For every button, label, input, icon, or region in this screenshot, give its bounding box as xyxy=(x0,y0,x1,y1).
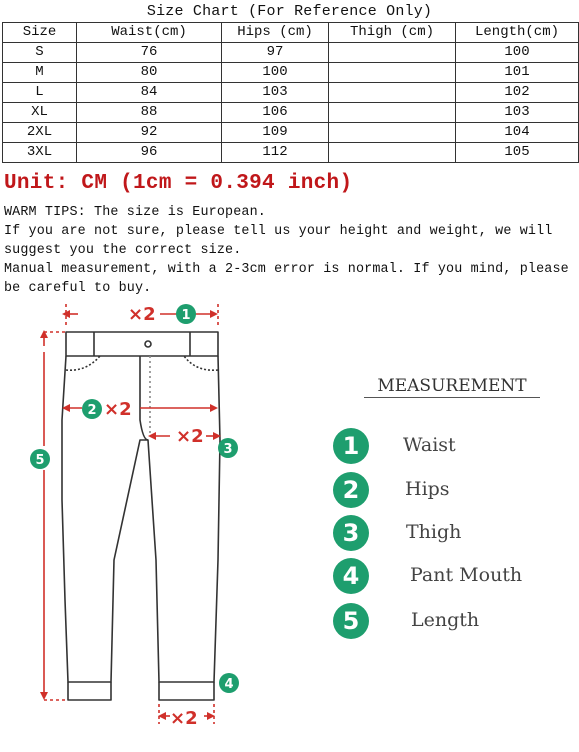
table-cell: 80 xyxy=(77,63,222,83)
badge-num: 2 xyxy=(87,403,97,418)
table-cell xyxy=(329,123,456,143)
unit-note: Unit: CM (1cm = 0.394 inch) xyxy=(4,172,353,195)
warm-tips xyxy=(4,203,578,298)
hips-mark: ×2 xyxy=(104,399,132,420)
legend-item-waist xyxy=(333,428,573,464)
table-cell: 2XL xyxy=(3,123,77,143)
waistband xyxy=(66,332,218,356)
legend-item-pant-mouth xyxy=(333,558,573,594)
legend-number: 5 xyxy=(333,603,369,639)
measure-arrows xyxy=(44,304,219,724)
table-row xyxy=(3,83,579,103)
table-cell: L xyxy=(3,83,77,103)
right-pocket xyxy=(184,356,218,370)
legend-label: Hips xyxy=(405,478,450,500)
table-cell: 112 xyxy=(222,143,329,163)
tip-line: WARM TIPS: The size is European. xyxy=(4,205,266,220)
table-cell: 103 xyxy=(456,103,579,123)
table-cell: 105 xyxy=(456,143,579,163)
left-pocket xyxy=(66,356,100,370)
table-cell xyxy=(329,143,456,163)
fly xyxy=(140,356,148,440)
mouth-mark: ×2 xyxy=(170,708,198,729)
tip-line: Manual measurement, with a 2-3cm error is normal. If you mind, please be careful to buy. xyxy=(4,262,569,296)
table-cell: 88 xyxy=(77,103,222,123)
badge-num: 3 xyxy=(223,442,233,457)
column-header: Waist(cm) xyxy=(77,23,222,43)
table-row xyxy=(3,143,579,163)
jeans-outline xyxy=(62,332,220,700)
table-cell: 84 xyxy=(77,83,222,103)
column-header: Thigh (cm) xyxy=(329,23,456,43)
size-chart-title: Size Chart (For Reference Only) xyxy=(146,3,433,20)
table-row xyxy=(3,123,579,143)
table-row xyxy=(3,103,579,123)
tip-line: If you are not sure, please tell us your height and weight, we will suggest you the correct size. xyxy=(4,224,553,258)
size-table xyxy=(2,22,579,163)
table-cell: S xyxy=(3,43,77,63)
jeans-diagram xyxy=(0,296,300,752)
table-cell: 76 xyxy=(77,43,222,63)
table-cell: M xyxy=(3,63,77,83)
legend-label: Length xyxy=(411,609,480,631)
legend-number: 3 xyxy=(333,515,369,551)
table-cell: 92 xyxy=(77,123,222,143)
table-cell xyxy=(329,83,456,103)
table-header-row xyxy=(3,23,579,43)
table-cell: 96 xyxy=(77,143,222,163)
legend-item-hips xyxy=(333,472,573,508)
table-cell: 100 xyxy=(222,63,329,83)
column-header: Length(cm) xyxy=(456,23,579,43)
table-cell: 109 xyxy=(222,123,329,143)
table-cell: 3XL xyxy=(3,143,77,163)
column-header: Hips (cm) xyxy=(222,23,329,43)
badge-num: 4 xyxy=(224,677,234,692)
column-header: Size xyxy=(3,23,77,43)
table-cell: 101 xyxy=(456,63,579,83)
left-cuff xyxy=(68,682,111,700)
table-cell xyxy=(329,63,456,83)
thigh-mark: ×2 xyxy=(176,426,204,447)
legend-label: Thigh xyxy=(406,521,462,543)
legend-label: Waist xyxy=(403,434,456,456)
legend-item-thigh xyxy=(333,515,573,551)
table-cell: XL xyxy=(3,103,77,123)
table-row xyxy=(3,43,579,63)
button xyxy=(145,341,151,347)
legend-number: 2 xyxy=(333,472,369,508)
badge-num: 1 xyxy=(181,308,191,323)
table-cell xyxy=(329,43,456,63)
table-cell: 97 xyxy=(222,43,329,63)
badge-num: 5 xyxy=(35,453,45,468)
table-cell xyxy=(329,103,456,123)
legend-number: 4 xyxy=(333,558,369,594)
table-cell: 106 xyxy=(222,103,329,123)
measurement-title: MEASUREMENT xyxy=(364,376,540,398)
table-cell: 103 xyxy=(222,83,329,103)
table-cell: 104 xyxy=(456,123,579,143)
table-row xyxy=(3,63,579,83)
waist-mark: ×2 xyxy=(128,304,156,325)
belt-loops xyxy=(94,332,190,356)
legend-label: Pant Mouth xyxy=(410,564,523,586)
table-cell: 100 xyxy=(456,43,579,63)
legend-item-length xyxy=(333,603,573,639)
legend-number: 1 xyxy=(333,428,369,464)
right-cuff xyxy=(159,682,214,700)
table-cell: 102 xyxy=(456,83,579,103)
